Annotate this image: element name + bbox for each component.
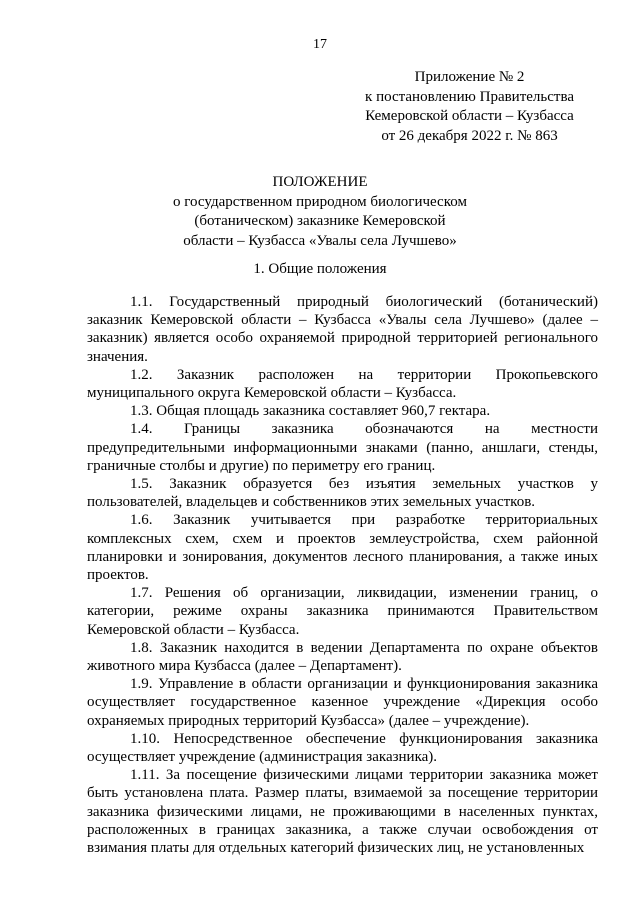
paragraph: 1.8. Заказник находится в ведении Департамента по охране объектов животного мира Кузбасса (далее – Департамент). [87, 639, 598, 675]
title-heading: ПОЛОЖЕНИЕ [272, 174, 368, 190]
paragraph: 1.1. Государственный природный биологический (ботанический) заказник Кемеровской области – Кузбасса «Увалы села Лучшево» (далее – заказник) является особо охраняемой природной территорией регионального значения. [87, 294, 598, 365]
annex-line: от 26 декабря 2022 г. № 863 [381, 127, 558, 144]
paragraph: 1.3. Общая площадь заказника составляет 960,7 гектара. [130, 403, 491, 420]
annex-line: Кемеровской области – Кузбасса [365, 108, 574, 124]
paragraph: 1.6. Заказник учитывается при разработке территориальных комплексных схем, схем и проектов землеустройства, схем районной планировки и зонирования, документов лесного планирования, а также иных проектов. [87, 512, 598, 584]
title-line: о государственном природном биологическом [173, 193, 467, 210]
document-body [87, 293, 598, 857]
paragraph: 1.4. Границы заказника обозначаются на местности предупредительными информационными знаками (панно, аншлаги, стенды, граничные столбы и другие) по периметру его границ. [87, 421, 598, 474]
annex-header [365, 68, 574, 146]
title-line: области – Кузбасса «Увалы села Лучшево» [183, 232, 457, 249]
section-heading: 1. Общие положения [253, 261, 387, 277]
paragraph: 1.2. Заказник расположен на территории Прокопьевского муниципального округа Кемеровской области – Кузбасса. [87, 366, 598, 402]
paragraph: 1.9. Управление в области организации и функционирования заказника осуществляет государственное казенное учреждение «Дирекция особо охраняемых природных территорий Кузбасса» (далее – учреждение). [87, 676, 598, 729]
paragraph: 1.7. Решения об организации, ликвидации, изменении границ, о категории, режиме охраны заказника принимаются Правительством Кемеровской области – Кузбасса. [87, 585, 598, 638]
paragraph: 1.5. Заказник образуется без изъятия земельных участков у пользователей, владельцев и собственников этих земельных участков. [87, 476, 598, 511]
document-title [0, 173, 640, 251]
page-number: 17 [313, 37, 327, 52]
annex-line: к постановлению Правительства [365, 88, 574, 105]
paragraph: 1.11. За посещение физическими лицами территории заказника может быть установлена плата. Размер платы, взимаемой за посещение территории заказника физическими лицами, не проживающими в населенных пунктах, расположенных в границах заказника, а также случаи освобождения от взимания платы для отдельных категорий физических лиц, не установленных [87, 767, 598, 857]
title-line: (ботаническом) заказнике Кемеровской [194, 213, 446, 229]
annex-line: Приложение № 2 [414, 69, 525, 85]
paragraph: 1.10. Непосредственное обеспечение функционирования заказника осуществляет учреждение (администрация заказника). [87, 730, 598, 766]
